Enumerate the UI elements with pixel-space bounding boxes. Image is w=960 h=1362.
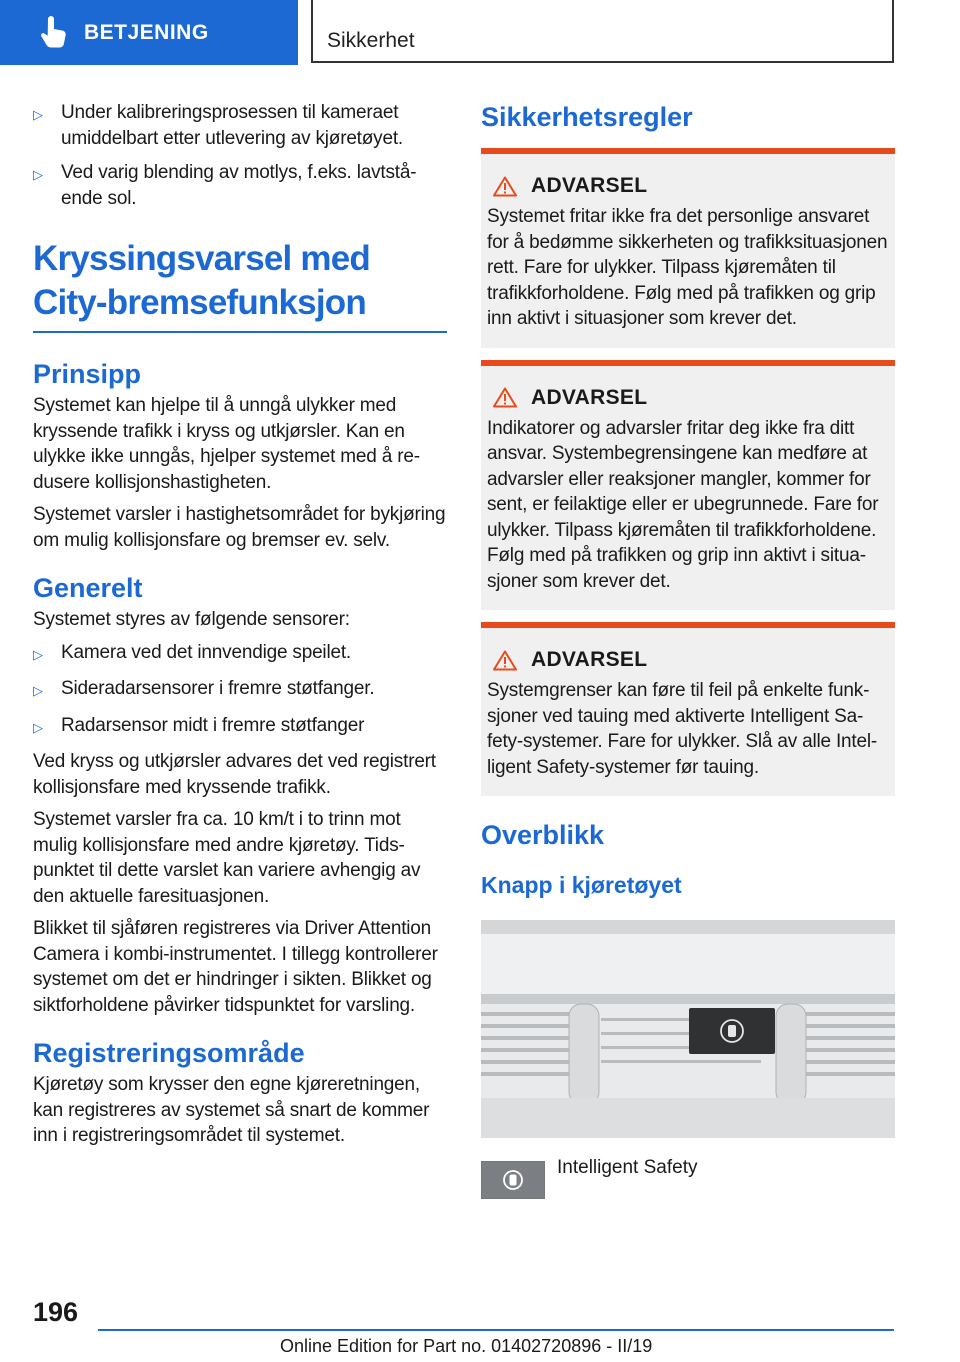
button-heading: Knapp i kjøretøyet: [481, 872, 682, 898]
paragraph: Kjøretøy som krysser den egne kjøreretningen, kan registreres av systemet så snart de kommer inn i registreringsområdet til systemet.: [33, 1074, 430, 1146]
warning-triangle-icon: [493, 650, 517, 671]
intelligent-safety-button-icon: [481, 1161, 545, 1199]
list-item-text: Sideradarsensorer i fremre støtfanger.: [61, 678, 375, 699]
paragraph: Systemet varsler fra ca. 10 km/t i to trinn mot mulig kollisjonsfare med andre kjøretøy. Tidspunktet til dette varslet kan variere avhengig av den aktuelle faresituasjonen.: [33, 809, 421, 907]
bullet-triangle-icon: ▷: [33, 683, 43, 698]
warning-box: [481, 148, 895, 348]
warning-box: [481, 360, 895, 611]
chapter-tab[interactable]: [0, 0, 298, 65]
section-title: Sikkerhet: [327, 29, 415, 52]
symbol-row: [481, 1157, 895, 1199]
list-item-text: Under kalibreringsprosessen til kameraet umiddelbart etter utlevering av kjøretøyet.: [61, 102, 403, 149]
vehicle-button-photo: [481, 920, 895, 1138]
warning-text: Systemgrenser kan føre til feil på enkelte funksjoner ved tauing med aktiverte Intelligent Safety-systemer. Fare for ulykker. Slå av alle Intelligent Safety-systemer før tauing.: [487, 680, 878, 778]
page-number: 196: [33, 1297, 79, 1327]
warning-header: [487, 386, 889, 410]
warning-triangle-icon: [493, 387, 517, 408]
chapter-heading: Kryssingsvarsel med City-bremsefunksjon: [33, 239, 370, 322]
warning-text: Systemet fritar ikke fra det personlige ansvaret for å bedømme sikkerheten og trafikksituasjonen rett. Fare for ulykker. Tilpass kjøremåten til trafikkforholdene. Følg med på trafikken og grip inn aktivt i situasjoner som krever det.: [487, 206, 888, 329]
list-item: [33, 100, 447, 151]
warning-header: [487, 648, 889, 672]
chapter-tab-label: BETJENING: [84, 20, 209, 44]
paragraph: Systemet varsler i hastighetsområdet for bykjøring om mulig kollisjonsfare og bremser ev. selv.: [33, 504, 446, 551]
paragraph: Systemet kan hjelpe til å unngå ulykker med kryssende trafikk i kryss og utkjørsler. Kan en ulykke ikke unngås, hjelper systemet med å redusere kollisjonshastigheten.: [33, 395, 421, 493]
bullet-triangle-icon: ▷: [33, 107, 43, 122]
footer-rule: [98, 1329, 894, 1331]
warning-label: ADVARSEL: [531, 174, 648, 197]
right-column: [481, 100, 895, 1199]
hand-pointer-icon: [34, 13, 74, 53]
list-item: [33, 676, 447, 704]
left-column: [33, 100, 447, 1156]
bullet-triangle-icon: ▷: [33, 167, 43, 182]
list-item-text: Kamera ved det innvendige speilet.: [61, 641, 352, 663]
paragraph: Blikket til sjåføren registreres via Driver Attention Camera i kombi-instrumentet. I tillegg kontrollerer systemet om det er hindringer i sikten. Blikket og siktforholdene påvirker tidspunktet for varsling.: [33, 918, 438, 1016]
safety-heading: Sikkerhetsregler: [481, 102, 693, 132]
principle-heading: Prinsipp: [33, 359, 142, 389]
general-heading: Generelt: [33, 573, 143, 603]
list-item-text: Ved varig blending av motlys, f.eks. lavtstående sol.: [61, 162, 417, 209]
list-item: [33, 713, 447, 741]
paragraph: Ved kryss og utkjørsler advares det ved registrert kollisjonsfare med kryssende trafikk.: [33, 751, 436, 798]
warning-triangle-icon: [493, 176, 517, 197]
heading-rule: [33, 331, 447, 333]
warning-text: Indikatorer og advarsler fritar deg ikke fra ditt ansvar. Systembegrensingene kan medføre at advarsler eller reaksjoner mangler, kommer for sent, er feilaktige eller er ubegrunnede. Fare for ulykker. Tilpass kjøremåten til trafikkforholdene. Følg med på trafikken og grip inn aktivt i situasjoner som krever det.: [487, 417, 879, 592]
symbol-label: Intelligent Safety: [557, 1157, 698, 1178]
list-item-text: Radarsensor midt i fremre støtfanger: [61, 714, 365, 736]
bullet-triangle-icon: ▷: [33, 646, 43, 662]
area-heading: Registreringsområde: [33, 1038, 305, 1068]
footer-edition: Online Edition for Part no. 01402720896 - II/19: [280, 1336, 653, 1356]
warning-box: [481, 622, 895, 796]
warning-header: [487, 174, 889, 198]
list-item: [33, 160, 447, 211]
bullet-triangle-icon: ▷: [33, 719, 43, 735]
list-item: [33, 640, 447, 668]
paragraph: Systemet styres av følgende sensorer:: [33, 609, 350, 630]
section-header: [311, 0, 894, 63]
warning-label: ADVARSEL: [531, 648, 648, 671]
overview-heading: Overblikk: [481, 820, 605, 850]
warning-label: ADVARSEL: [531, 385, 648, 409]
